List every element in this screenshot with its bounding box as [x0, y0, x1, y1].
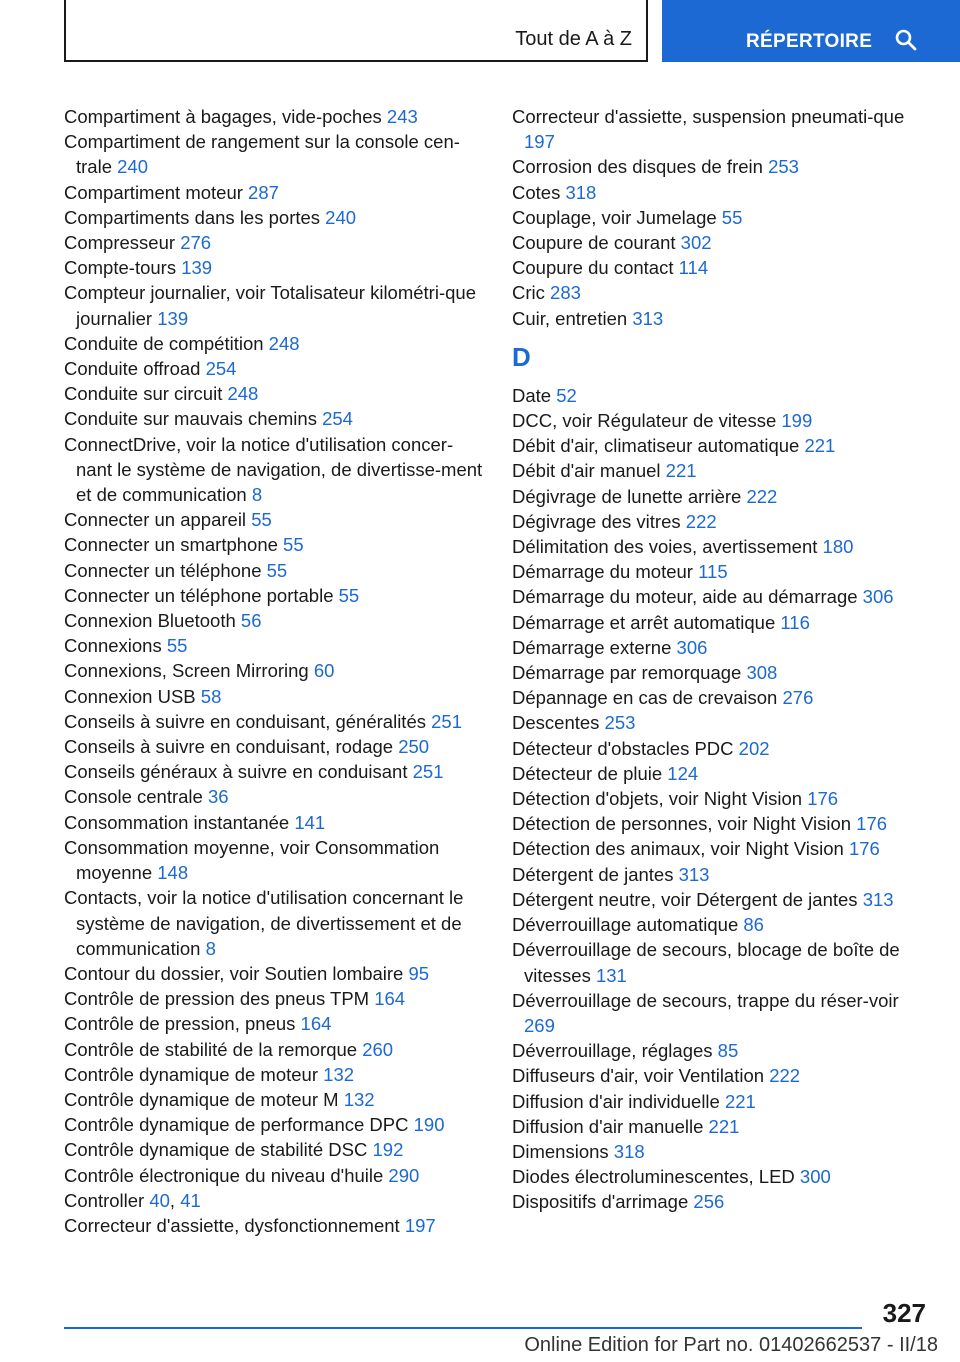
index-entry-text: Conduite offroad	[64, 358, 201, 380]
index-entry	[64, 835, 484, 885]
index-entry-text: Contrôle dynamique de moteur M	[64, 1088, 339, 1110]
index-entry	[64, 986, 484, 1011]
index-entry	[512, 205, 922, 230]
index-entry	[512, 255, 922, 280]
page-link[interactable]: 164	[374, 988, 406, 1010]
search-icon	[894, 28, 918, 52]
index-entry-text: Console centrale	[64, 786, 203, 808]
index-entry	[512, 1089, 922, 1114]
index-entry-text: Diodes électroluminescentes, LED	[512, 1166, 795, 1188]
index-entry-text: Compresseur	[64, 232, 176, 254]
index-entry	[64, 356, 484, 381]
index-entry	[64, 230, 484, 255]
page-link[interactable]: 41	[180, 1189, 201, 1211]
index-entry	[64, 381, 484, 406]
page-link[interactable]: 254	[205, 358, 237, 380]
page-link[interactable]: 176	[848, 838, 880, 860]
index-entry	[64, 558, 484, 583]
page-link[interactable]: 190	[413, 1114, 445, 1136]
page-link[interactable]: 251	[431, 710, 463, 732]
index-entry-text: Détection des animaux, voir Night Vision	[512, 838, 844, 860]
page-link[interactable]: 164	[300, 1013, 332, 1035]
page-link[interactable]: 302	[680, 232, 712, 254]
page-link[interactable]: 55	[266, 559, 288, 581]
page-link[interactable]: 248	[227, 383, 259, 405]
page-link[interactable]: 55	[721, 206, 743, 228]
page-link[interactable]: 313	[632, 307, 664, 329]
index-entry	[64, 406, 484, 431]
index-entry	[64, 608, 484, 633]
index-entry-text: Diffusion d'air manuelle	[512, 1115, 704, 1137]
index-entry-text: Contrôle dynamique de performance DPC	[64, 1114, 409, 1136]
index-entry	[512, 862, 922, 887]
page-link[interactable]: 139	[157, 307, 189, 329]
index-entry-text: Diffuseurs d'air, voir Ventilation	[512, 1065, 765, 1087]
index-entry-text: Couplage, voir Jumelage	[512, 206, 717, 228]
index-entry	[512, 433, 922, 458]
index-entry-text: Coupure de courant	[512, 232, 676, 254]
index-entry-text: Consommation moyenne, voir Consommation moyenne	[64, 836, 440, 884]
index-entry	[512, 154, 922, 179]
index-column-left	[64, 104, 484, 1238]
index-entry	[512, 383, 922, 408]
index-entry-text: Connexions, Screen Mirroring	[64, 660, 309, 682]
page-link[interactable]: 276	[782, 687, 814, 709]
page-link[interactable]: 180	[822, 536, 854, 558]
index-entry	[64, 1062, 484, 1087]
page-link[interactable]: 132	[343, 1088, 375, 1110]
index-entry	[512, 836, 922, 861]
index-entry-text: Cric	[512, 282, 545, 304]
index-entry-text: Contrôle dynamique de moteur	[64, 1063, 319, 1085]
index-entry	[64, 432, 484, 508]
page-link[interactable]: 290	[388, 1164, 420, 1186]
index-entry-text: Compartiment de rangement sur la console cen-trale	[64, 131, 460, 178]
page-link[interactable]: 55	[283, 534, 304, 556]
index-entry-text: Déverrouillage, réglages	[512, 1040, 713, 1062]
index-entry-text: Diffusion d'air individuelle	[512, 1090, 720, 1112]
index-entry	[512, 230, 922, 255]
index-group-d	[512, 383, 922, 1215]
index-entry	[512, 484, 922, 509]
page-link[interactable]: 308	[746, 662, 778, 684]
index-entry-text: Contacts, voir la notice d'utilisation concernant le système de navigation, de divertissement et de communication	[64, 887, 464, 959]
page-link[interactable]: 313	[862, 888, 894, 910]
page-link[interactable]: 251	[412, 761, 444, 783]
index-entry-text: Contrôle dynamique de stabilité DSC	[64, 1139, 368, 1161]
page-link[interactable]: 221	[665, 460, 697, 482]
index-entry-text: Coupure du contact	[512, 257, 674, 279]
index-entry-text: Contrôle de pression des pneus TPM	[64, 988, 370, 1010]
page-link[interactable]: 240	[325, 206, 357, 228]
index-entry	[512, 736, 922, 761]
index-entry	[512, 1164, 922, 1189]
index-entry	[64, 280, 484, 330]
page-link[interactable]: 300	[799, 1166, 831, 1188]
index-entry	[512, 1189, 922, 1214]
index-entry-text: Déverrouillage de secours, blocage de boîte de vitesses	[512, 939, 900, 986]
index-entry	[64, 532, 484, 557]
page-link[interactable]: 221	[708, 1115, 740, 1137]
index-entry-text: Corrosion des disques de frein	[512, 156, 763, 178]
index-entry	[64, 784, 484, 809]
page-link[interactable]: 221	[804, 435, 836, 457]
index-entry	[512, 912, 922, 937]
index-entry	[64, 1112, 484, 1137]
index-entry-text: Détecteur d'obstacles PDC	[512, 737, 734, 759]
index-entry-text: Détection de personnes, voir Night Vision	[512, 813, 852, 835]
page-link[interactable]: 60	[313, 660, 335, 682]
page-number: 327	[882, 1298, 926, 1328]
index-entry-text: Connecter un appareil	[64, 509, 247, 531]
page-link[interactable]: 276	[180, 232, 212, 254]
page-link[interactable]: 114	[678, 257, 709, 279]
page-link[interactable]: 52	[556, 384, 577, 406]
index-entry	[512, 635, 922, 660]
page-link[interactable]: 287	[248, 181, 279, 203]
index-entry	[512, 559, 922, 584]
tab-a-to-z-label: Tout de A à Z	[515, 28, 632, 50]
index-entry-text: Conduite sur mauvais chemins	[64, 408, 317, 430]
index-entry	[512, 988, 922, 1038]
tab-a-to-z[interactable]	[64, 0, 648, 62]
page-link[interactable]: 313	[678, 863, 710, 885]
index-entry	[64, 104, 484, 129]
index-entry-text: Correcteur d'assiette, suspension pneumati-que	[512, 106, 905, 127]
index-entry	[512, 104, 922, 154]
index-entry-text: Compte-tours	[64, 257, 177, 279]
index-entry	[64, 331, 484, 356]
index-entry-text: Connexions	[64, 635, 162, 657]
page-link[interactable]: 197	[524, 131, 555, 153]
index-entry-text: Descentes	[512, 712, 600, 734]
page-link[interactable]: 55	[166, 635, 188, 657]
page-link[interactable]: 222	[769, 1065, 801, 1087]
index-entry	[512, 509, 922, 534]
index-entry	[512, 710, 922, 735]
page-link[interactable]: 253	[768, 156, 799, 178]
footer-divider	[64, 1327, 862, 1329]
index-entry	[64, 180, 484, 205]
page-link[interactable]: 250	[398, 736, 430, 758]
index-entry	[512, 937, 922, 987]
page-link[interactable]: 131	[595, 964, 627, 986]
index-entry: Controller 40, 41	[64, 1189, 201, 1211]
index-entry	[512, 306, 922, 331]
index-entry-text: Connexion USB	[64, 685, 196, 707]
page-link[interactable]: 222	[685, 510, 717, 532]
index-entry-text: Démarrage par remorquage	[512, 662, 742, 684]
page-link[interactable]: 36	[207, 786, 229, 808]
index-entry-text: Contrôle électronique du niveau d'huile	[64, 1164, 384, 1186]
page-link[interactable]: 306	[862, 586, 894, 608]
index-entry-text: Conseils à suivre en conduisant, rodage	[64, 736, 394, 758]
index-entry-text: Dispositifs d'arrimage	[512, 1191, 689, 1213]
index-entry	[64, 1137, 484, 1162]
index-entry-text: Démarrage du moteur	[512, 561, 693, 583]
page-link[interactable]: 85	[717, 1040, 739, 1062]
index-entry	[64, 810, 484, 835]
footer-edition: Online Edition for Part no. 01402662537 - II/18	[524, 1334, 938, 1356]
index-entry	[64, 583, 484, 608]
index-entry	[512, 786, 922, 811]
index-group-c	[512, 104, 922, 331]
index-entry-text: Dimensions	[512, 1140, 609, 1162]
index-entry-text: Compartiment moteur	[64, 181, 243, 203]
index-entry	[512, 1114, 922, 1139]
page-link[interactable]: 306	[676, 636, 708, 658]
index-entry	[64, 1011, 484, 1036]
index-entry-text: Dégivrage des vitres	[512, 510, 681, 532]
page-link[interactable]: 132	[323, 1063, 355, 1085]
page-link[interactable]: 148	[157, 862, 189, 884]
index-entry-text: Contrôle de pression, pneus	[64, 1013, 296, 1035]
index-entry-text: Délimitation des voies, avertissement	[512, 536, 818, 558]
index-entry	[64, 1163, 484, 1188]
index-entry	[512, 180, 922, 205]
index-entry-text: Conduite de compétition	[64, 332, 264, 354]
page-link[interactable]: 260	[362, 1038, 394, 1060]
index-entry-text: Détection d'objets, voir Night Vision	[512, 788, 803, 810]
index-entry-text: Débit d'air, climatiseur automatique	[512, 435, 800, 457]
index-entry-text: Détergent neutre, voir Détergent de jantes	[512, 888, 858, 910]
index-entry	[512, 685, 922, 710]
index-entry	[64, 205, 484, 230]
index-entry-text: Débit d'air manuel	[512, 460, 661, 482]
index-entry-text: Compartiment à bagages, vide-poches	[64, 106, 382, 127]
index-column-right	[512, 104, 922, 1215]
index-entry	[512, 761, 922, 786]
index-entry	[64, 129, 484, 179]
page-link[interactable]: 318	[565, 181, 597, 203]
index-entry-text: Compartiments dans les portes	[64, 206, 321, 228]
index-entry	[64, 961, 484, 986]
page-link[interactable]: 115	[698, 561, 728, 583]
page-link[interactable]: 240	[117, 156, 149, 178]
index-entry-text: Connecter un téléphone	[64, 559, 262, 581]
index-entry-text: Démarrage du moteur, aide au démarrage	[512, 586, 858, 608]
index-entry-text: Cuir, entretien	[512, 307, 628, 329]
tab-repertoire-label: RÉPERTOIRE	[746, 31, 873, 52]
index-entry-text: Date	[512, 384, 552, 406]
page-link[interactable]: 248	[268, 332, 300, 354]
page-link[interactable]: 197	[404, 1214, 436, 1236]
index-entry	[64, 1087, 484, 1112]
page-link[interactable]: 139	[181, 257, 213, 279]
page-link[interactable]: 176	[807, 788, 839, 810]
page-link[interactable]: 40	[149, 1189, 170, 1211]
index-entry	[512, 1063, 922, 1088]
index-entry	[512, 610, 922, 635]
index-entry-text: Dépannage en cas de crevaison	[512, 687, 778, 709]
page-link[interactable]: 56	[240, 610, 262, 632]
page-link[interactable]: 222	[746, 485, 778, 507]
index-entry-text: Démarrage externe	[512, 636, 672, 658]
tab-repertoire[interactable]	[662, 0, 960, 62]
section-letter-d: D	[512, 341, 531, 372]
page-link[interactable]: 256	[693, 1191, 725, 1213]
index-entry	[512, 1139, 922, 1164]
index-entry-text: Conseils généraux à suivre en conduisant	[64, 761, 408, 783]
index-entry	[64, 507, 484, 532]
index-entry	[64, 658, 484, 683]
index-entry-text: Conseils à suivre en conduisant, généralités	[64, 710, 426, 732]
index-entry-text: Détecteur de pluie	[512, 762, 663, 784]
index-entry-text: Controller	[64, 1189, 145, 1211]
index-entry	[512, 408, 922, 433]
index-entry	[64, 255, 484, 280]
index-entry	[64, 885, 484, 961]
page-link[interactable]: 253	[604, 712, 636, 734]
index-entry	[64, 1213, 484, 1238]
page-link[interactable]: 254	[322, 408, 353, 430]
index-entry-text: Conduite sur circuit	[64, 383, 223, 405]
index-entry-text: DCC, voir Régulateur de vitesse	[512, 410, 777, 432]
page-link[interactable]: 116	[780, 611, 810, 633]
index-entry	[512, 887, 922, 912]
index-entry	[64, 1037, 484, 1062]
page-link[interactable]: 221	[724, 1090, 756, 1112]
page-link[interactable]: 199	[781, 410, 813, 432]
page-link[interactable]: 176	[856, 813, 888, 835]
index-entry	[512, 584, 922, 609]
index-entry-text: Démarrage et arrêt automatique	[512, 611, 776, 633]
index-entry	[512, 534, 922, 559]
index-entry	[512, 811, 922, 836]
index-entry	[64, 759, 484, 784]
index-entry-text: Détergent de jantes	[512, 863, 674, 885]
index-entry	[64, 633, 484, 658]
page-link[interactable]: 95	[408, 962, 430, 984]
index-entry	[64, 734, 484, 759]
page-link[interactable]: 141	[294, 811, 326, 833]
page-link[interactable]: 8	[205, 937, 216, 959]
index-entry-text: Connecter un téléphone portable	[64, 584, 334, 606]
page-link[interactable]: 192	[372, 1139, 404, 1161]
page-link[interactable]: 283	[550, 282, 581, 304]
page-link[interactable]: 55	[338, 584, 360, 606]
index-entry	[64, 709, 484, 734]
index-entry	[512, 458, 922, 483]
index-entry-text: Connecter un smartphone	[64, 534, 278, 556]
page-link[interactable]: 269	[524, 1014, 555, 1036]
index-entry	[512, 1038, 922, 1063]
index-entry-text: Correcteur d'assiette, dysfonctionnement	[64, 1214, 400, 1236]
page-link[interactable]: 58	[200, 685, 222, 707]
page-link[interactable]: 86	[743, 914, 764, 936]
index-entry-text: Déverrouillage automatique	[512, 914, 739, 936]
index-entry	[512, 280, 922, 305]
index-entry-text: ConnectDrive, voir la notice d'utilisation concer-nant le système de navigation, de divertisse-ment et de communication	[64, 433, 483, 506]
page-link[interactable]: 202	[738, 737, 770, 759]
page-link[interactable]: 124	[667, 762, 699, 784]
page-link[interactable]: 55	[251, 509, 272, 531]
index-entry-text: Consommation instantanée	[64, 811, 290, 833]
page-link[interactable]: 8	[251, 484, 263, 506]
index-entry-text: Déverrouillage de secours, trappe du réser-voir	[512, 989, 899, 1011]
page-link[interactable]: 318	[613, 1140, 645, 1162]
index-entry-text: Cotes	[512, 181, 561, 203]
index-entry-text: Dégivrage de lunette arrière	[512, 485, 742, 507]
index-entry-text: Contrôle de stabilité de la remorque	[64, 1038, 358, 1060]
index-entry-text: Compteur journalier, voir Totalisateur kilométri-que journalier	[64, 282, 476, 329]
index-entry	[64, 684, 484, 709]
index-entry	[512, 660, 922, 685]
index-entry-text: Contour du dossier, voir Soutien lombaire	[64, 962, 404, 984]
page-link[interactable]: 243	[386, 106, 418, 127]
index-entry-text: Connexion Bluetooth	[64, 610, 236, 632]
